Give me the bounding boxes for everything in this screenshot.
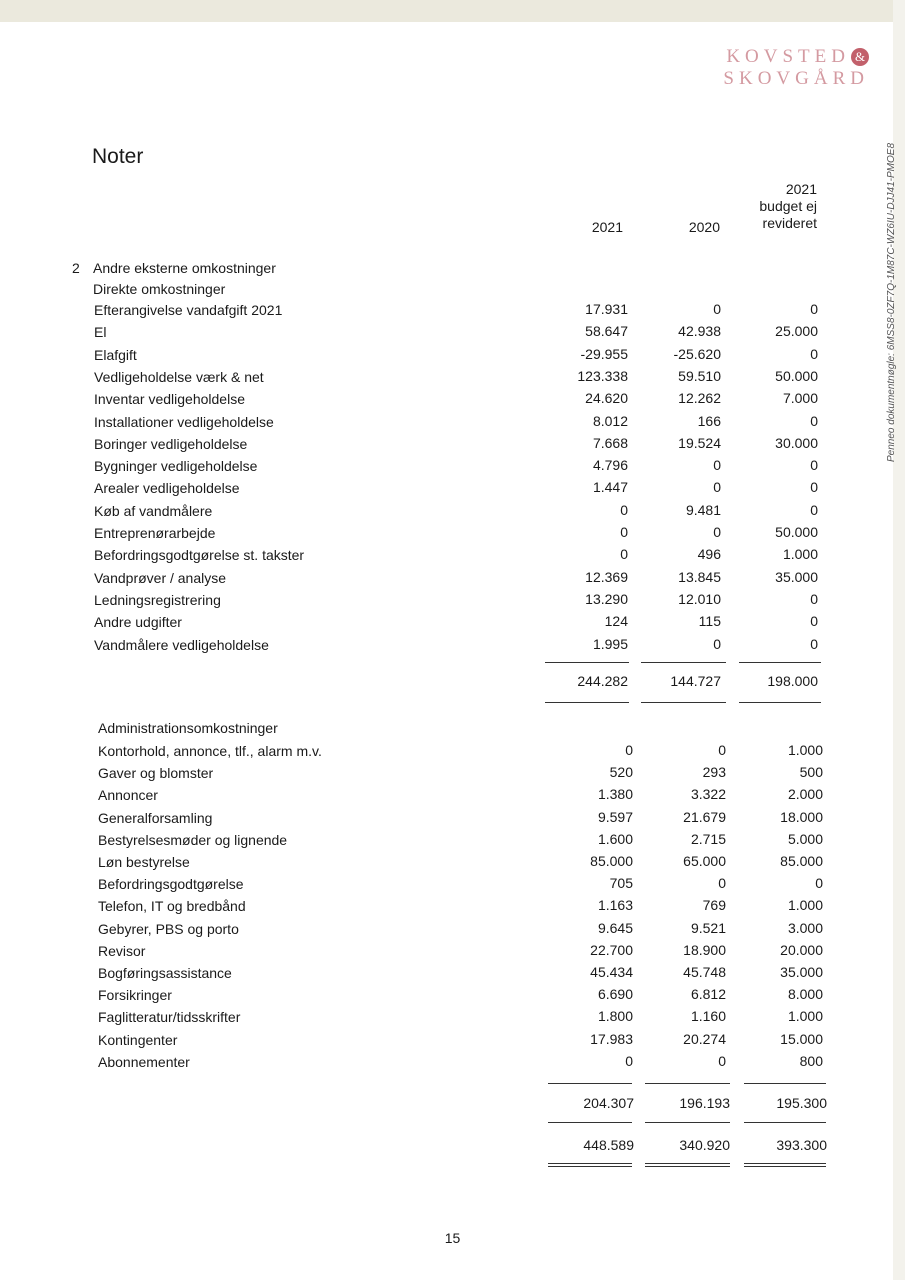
value-budget: 8.000 (787, 986, 823, 1003)
value-2020: 0 (713, 457, 721, 474)
value-2021: 12.369 (585, 568, 628, 585)
row-label: Bogføringsassistance (98, 965, 232, 981)
row-label: Telefon, IT og bredbånd (98, 898, 246, 915)
value-2020: 9.521 (690, 919, 726, 936)
value-2020: 769 (702, 897, 726, 914)
row-label: El (94, 324, 107, 341)
rule (739, 662, 821, 663)
value-2020: 18.900 (683, 941, 726, 958)
total-direkte-2020: 144.727 (670, 673, 721, 689)
section-title-administration: Administrationsomkostninger (98, 720, 278, 736)
value-budget: 25.000 (775, 323, 818, 340)
value-2020: 20.274 (683, 1030, 726, 1047)
value-2021: 4.796 (592, 457, 628, 474)
row-label: Faglitteratur/tidsskrifter (98, 1009, 241, 1026)
value-budget: 50.000 (775, 367, 818, 384)
note-number: 2 (72, 260, 80, 276)
rule (548, 1122, 632, 1123)
row-label: Inventar vedligeholdelse (94, 391, 245, 408)
rule (545, 702, 629, 703)
value-budget: 7.000 (782, 390, 818, 407)
value-budget: 0 (810, 590, 818, 607)
row-label: Annoncer (98, 787, 158, 804)
row-label: Gebyrer, PBS og porto (98, 920, 239, 937)
rule (641, 662, 726, 663)
col-header-2020: 2020 (688, 219, 720, 235)
rule (744, 1083, 826, 1084)
row-label: Installationer vedligeholdelse (94, 413, 274, 430)
value-2021: 1.800 (597, 1008, 633, 1025)
row-label: Entreprenørarbejde (94, 525, 216, 541)
value-2020: 12.262 (678, 390, 721, 407)
value-2020: 166 (697, 412, 721, 429)
value-2021: 9.645 (597, 919, 633, 936)
value-2020: 13.845 (678, 568, 721, 585)
rule (548, 1083, 632, 1084)
row-label: Ledningsregistrering (94, 591, 221, 608)
value-2021: 1.163 (597, 897, 633, 914)
value-2020: 59.510 (678, 367, 721, 384)
row-label: Kontorhold, annonce, tlf., alarm m.v. (98, 743, 322, 759)
page-title: Noter (92, 145, 144, 168)
value-2021: 6.690 (597, 986, 633, 1003)
value-2021: 1.995 (592, 635, 628, 652)
col-header-budget: 2021 budget ej revideret (759, 181, 817, 231)
value-budget: 0 (810, 345, 818, 362)
rule (744, 1122, 826, 1123)
row-label: Vandmålere vedligeholdelse (94, 636, 269, 653)
value-2021: 24.620 (585, 390, 628, 407)
value-2021: 0 (625, 1052, 633, 1069)
company-logo: KOVSTED & SKOVGÅRD (723, 46, 869, 89)
value-budget: 15.000 (780, 1030, 823, 1047)
value-2021: 520 (609, 764, 633, 781)
grand-total-2020: 340.920 (679, 1137, 730, 1153)
value-budget: 1.000 (787, 897, 823, 914)
value-2021: 0 (625, 742, 633, 758)
rule (545, 662, 629, 663)
value-2020: 19.524 (678, 434, 721, 451)
value-2021: 1.447 (592, 479, 628, 496)
value-2020: 0 (713, 301, 721, 317)
value-2021: 45.434 (590, 964, 633, 980)
value-2021: 1.380 (597, 786, 633, 803)
value-2020: 0 (713, 635, 721, 652)
row-label: Vandprøver / analyse (94, 569, 227, 586)
value-budget: 1.000 (787, 1008, 823, 1025)
value-2021: 17.983 (590, 1030, 633, 1047)
value-budget: 0 (810, 613, 818, 630)
row-label: Forsikringer (98, 987, 172, 1004)
value-2020: 0 (718, 875, 726, 892)
row-label: Køb af vandmålere (94, 502, 213, 519)
penneo-watermark: Penneo dokumentnøgle: 6MSS8-0ZF7Q-1M87C-WZ6IU-DJJ41-PMOE8 (886, 142, 897, 462)
row-label: Vedligeholdelse værk & net (94, 368, 264, 385)
ampersand-icon: & (851, 48, 869, 66)
value-budget: 35.000 (780, 964, 823, 980)
total-admin-budget: 195.300 (776, 1095, 827, 1111)
total-admin-2021: 204.307 (583, 1095, 634, 1111)
value-2020: 0 (713, 479, 721, 496)
grand-total-2021: 448.589 (583, 1137, 634, 1153)
row-label: Efterangivelse vandafgift 2021 (94, 302, 283, 318)
value-budget: 5.000 (787, 830, 823, 847)
row-label: Gaver og blomster (98, 765, 214, 782)
value-budget: 0 (810, 412, 818, 429)
value-2021: 22.700 (590, 941, 633, 958)
total-admin-2020: 196.193 (679, 1095, 730, 1111)
rule (744, 1166, 826, 1167)
value-budget: 0 (810, 635, 818, 652)
value-budget: 0 (810, 479, 818, 496)
grand-total-budget: 393.300 (776, 1137, 827, 1153)
value-2020: -25.620 (673, 345, 721, 362)
value-2020: 2.715 (690, 830, 726, 847)
value-2021: 0 (620, 546, 628, 563)
rule (641, 702, 726, 703)
value-2021: 85.000 (590, 853, 633, 869)
value-2020: 496 (697, 546, 721, 563)
section-title-andre-eksterne: Andre eksterne omkostninger (93, 260, 276, 276)
row-label: Revisor (98, 942, 146, 959)
row-label: Boringer vedligeholdelse (94, 435, 248, 452)
col-header-2021: 2021 (591, 219, 623, 235)
value-2021: 0 (620, 524, 628, 540)
value-2021: 9.597 (597, 808, 633, 825)
rule (645, 1163, 730, 1164)
value-budget: 3.000 (787, 919, 823, 936)
row-label: Bygninger vedligeholdelse (94, 458, 258, 475)
value-budget: 30.000 (775, 434, 818, 451)
value-2021: 17.931 (585, 301, 628, 317)
value-2020: 12.010 (678, 590, 721, 607)
value-2020: 3.322 (690, 786, 726, 803)
value-2020: 1.160 (690, 1008, 726, 1025)
row-label: Elafgift (94, 346, 137, 363)
value-2020: 42.938 (678, 323, 721, 340)
value-budget: 85.000 (780, 853, 823, 869)
total-direkte-budget: 198.000 (767, 673, 818, 689)
value-budget: 800 (799, 1052, 823, 1069)
rule (548, 1166, 632, 1167)
value-2021: -29.955 (580, 345, 628, 362)
value-budget: 18.000 (780, 808, 823, 825)
subsection-title-direkte: Direkte omkostninger (93, 281, 226, 297)
row-label: Andre udgifter (94, 614, 182, 631)
row-label: Løn bestyrelse (98, 854, 190, 870)
value-2021: 0 (620, 501, 628, 518)
row-label: Arealer vedligeholdelse (94, 480, 240, 497)
value-2020: 9.481 (685, 501, 721, 518)
row-label: Bestyrelsesmøder og lignende (98, 831, 288, 848)
value-2021: 123.338 (577, 367, 628, 384)
value-2020: 0 (718, 742, 726, 758)
row-label: Generalforsamling (98, 809, 213, 826)
row-label: Befordringsgodtgørelse st. takster (94, 547, 305, 564)
value-budget: 0 (810, 501, 818, 518)
value-2021: 13.290 (585, 590, 628, 607)
row-label: Kontingenter (98, 1031, 178, 1048)
value-budget: 1.000 (787, 742, 823, 758)
value-2020: 293 (702, 764, 726, 781)
value-2021: 124 (604, 613, 628, 630)
rule (645, 1166, 730, 1167)
rule (645, 1083, 730, 1084)
value-budget: 50.000 (775, 524, 818, 540)
top-border (0, 0, 905, 22)
value-2020: 65.000 (683, 853, 726, 869)
row-label: Befordringsgodtgørelse (98, 876, 244, 893)
value-2021: 8.012 (592, 412, 628, 429)
value-budget: 20.000 (780, 941, 823, 958)
value-budget: 1.000 (782, 546, 818, 563)
page-number: 15 (444, 1230, 461, 1246)
rule (548, 1163, 632, 1164)
value-budget: 500 (799, 764, 823, 781)
row-label: Abonnementer (98, 1053, 190, 1070)
value-2020: 0 (713, 524, 721, 540)
value-2021: 58.647 (585, 323, 628, 340)
value-2020: 0 (718, 1052, 726, 1069)
value-budget: 2.000 (787, 786, 823, 803)
value-2020: 115 (698, 613, 721, 630)
rule (645, 1122, 730, 1123)
value-budget: 0 (810, 457, 818, 474)
value-2020: 6.812 (690, 986, 726, 1003)
value-2020: 21.679 (683, 808, 726, 825)
total-direkte-2021: 244.282 (577, 673, 628, 689)
value-2021: 705 (609, 875, 633, 892)
rule (744, 1163, 826, 1164)
value-budget: 35.000 (775, 568, 818, 585)
rule (739, 702, 821, 703)
value-2020: 45.748 (683, 964, 726, 980)
value-2021: 1.600 (597, 830, 633, 847)
value-2021: 7.668 (592, 434, 628, 451)
value-budget: 0 (815, 875, 823, 892)
value-budget: 0 (810, 301, 818, 317)
